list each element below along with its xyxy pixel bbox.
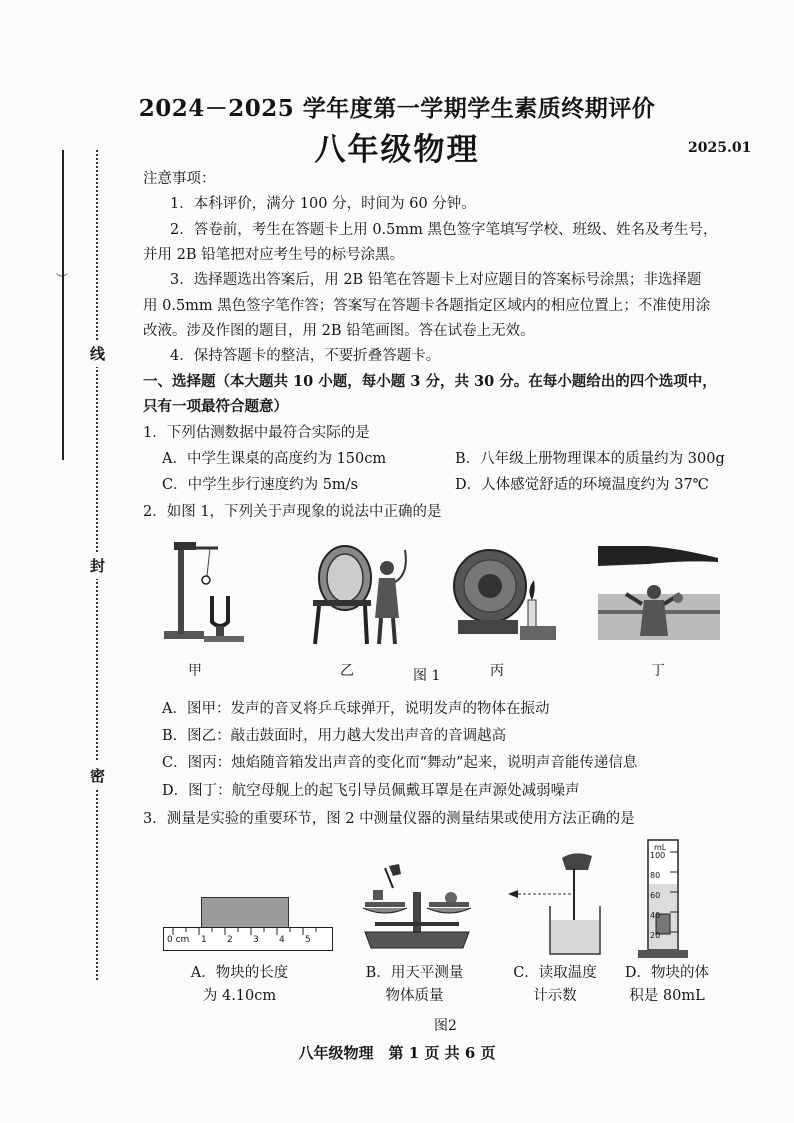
q1-option-c: C．中学生步行速度约为 5m/s [162,477,359,493]
figure1-label-bing: 丙 [490,663,504,679]
figure1-label-jia: 甲 [188,663,202,679]
notice-item: 改液。涉及作图的题目，用 2B 铅笔画图。答在试卷上无效。 [143,323,535,339]
cylinder-tick-label: 60 [650,891,661,900]
q3-option-a-line1: A．物块的长度 [190,965,289,981]
q3-option-a [172,962,307,1008]
cylinder-tick-labels [650,846,665,946]
ruler-tick-label: 4 [279,935,285,945]
notice-item: 用 0.5mm 黑色签字笔作答；答案写在答题卡各题指定区域内的相应位置上；不准使用涂 [143,298,711,314]
notice-item: 1．本科评价，满分 100 分，时间为 60 分钟。 [170,196,476,212]
cylinder-tick-label: 80 [650,871,661,880]
q2-option-c: C．图丙：烛焰随音箱发出声音的变化而“舞动”起来，说明声音能传递信息 [162,755,638,771]
figure1-drum [305,540,420,645]
notice-item: 并用 2B 铅笔把对应考生号的标号涂黑。 [143,247,405,263]
q1-option-b: B．八年级上册物理课本的质量约为 300g [455,451,725,467]
subject-title: 八年级物理 [314,132,480,168]
notice-heading: 注意事项： [143,171,216,187]
ruler-tick-label: 5 [305,935,311,945]
ruler-tick-label: 0 cm [167,935,190,945]
q3-option-d [612,962,722,1008]
q3-option-b-line1: B．用天平测量 [365,965,464,981]
notice-item: 3．选择题选出答案后，用 2B 铅笔在答题卡上对应题目的答案标号涂黑；非选择题 [170,272,702,288]
q2-option-b: B．图乙：敲击鼓面时，用力越大发出声音的音调越高 [162,728,507,744]
q3-option-c-line2: 计示数 [533,988,577,1004]
cylinder-tick-label: 40 [650,911,661,920]
exam-title: 2024－2025 学年度第一学期学生素质终期评价 [138,95,656,122]
q2-stem: 2．如图 1，下列关于声现象的说法中正确的是 [143,504,442,520]
figure2-ruler [163,897,333,955]
q3-option-b-line2: 物体质量 [385,988,444,1004]
q3-option-c [503,962,607,1008]
figure1-carrier-crew [598,540,720,640]
q3-option-c-line1: C．读取温度 [513,965,597,981]
figure1-label-ding: 丁 [651,663,665,679]
q3-stem: 3．测量是实验的重要环节，图 2 中测量仪器的测量结果或使用方法正确的是 [143,811,635,827]
q1-stem: 1．下列估测数据中最符合实际的是 [143,425,370,441]
left-margin-scribble: ︶ [56,272,69,286]
q3-option-d-line1: D．物块的体 [624,965,710,981]
left-border-line [62,150,64,460]
notice-item: 2．答卷前，考生在答题卡上用 0.5mm 黑色签字笔填写学校、班级、姓名及考生号， [170,222,718,238]
ruler-tick-label: 1 [201,935,207,945]
ruler-tick-labels [163,935,331,949]
figure2-balance [355,862,480,952]
cylinder-tick-label: 20 [650,931,661,940]
cylinder-unit-label: mL [654,843,667,852]
q3-option-d-line2: 积是 80mL [629,988,705,1004]
q1-option-d: D．人体感觉舒适的环境温度约为 37℃ [455,477,709,493]
figure2-thermometer [502,850,614,958]
notice-item: 4．保持答题卡的整洁，不要折叠答题卡。 [170,348,441,364]
margin-char-line: 线 [90,340,105,367]
q2-option-a: A．图甲：发声的音叉将乒乓球弹开，说明发声的物体在振动 [162,701,550,717]
ruler-ticks [163,927,331,937]
ruler-tick-label: 3 [253,935,259,945]
exam-date: 2025.01 [688,140,752,156]
section-heading: 一、选择题（本大题共 10 小题，每小题 3 分，共 30 分。在每小题给出的四个选项中， [143,373,717,390]
ruler-block [201,897,289,929]
figure1-tuning-fork [160,536,250,646]
q3-option-b [357,962,472,1008]
margin-char-seal: 封 [90,552,105,579]
figure2-caption: 图2 [434,1018,457,1034]
margin-char-close: 密 [90,762,105,789]
figure1-caption: 图 1 [413,668,441,684]
q2-option-d: D．图丁：航空母舰上的起飞引导员佩戴耳罩是在声源处减弱噪声 [162,783,580,799]
figure1-label-yi: 乙 [340,663,354,679]
q3-option-a-line2: 为 4.10cm [202,988,277,1004]
ruler-tick-label: 2 [227,935,233,945]
figure2-cylinder [634,834,704,962]
figure1-speaker-candle [448,540,560,645]
page-footer: 八年级物理 第 1 页 共 6 页 [298,1044,496,1062]
cylinder-tick-label: 100 [650,851,666,860]
q1-option-a: A．中学生课桌的高度约为 150cm [162,451,387,467]
section-heading-cont: 只有一项最符合题意） [143,398,288,415]
